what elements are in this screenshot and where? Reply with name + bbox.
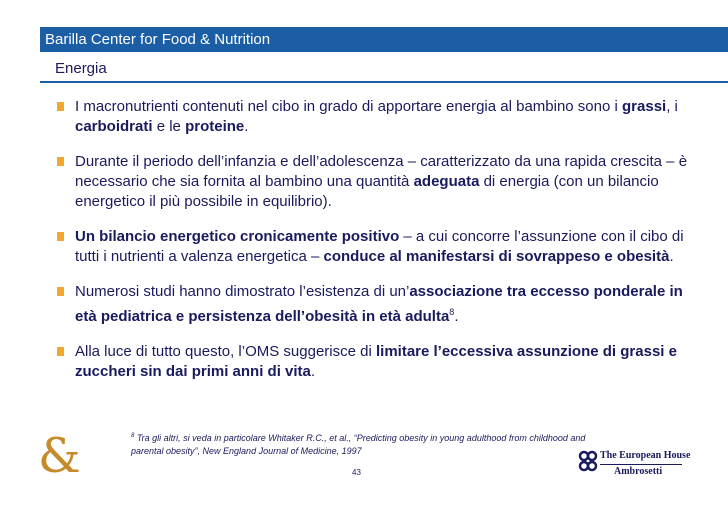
bullet-text: , i bbox=[666, 98, 678, 115]
bullet-marker-icon bbox=[57, 232, 64, 241]
bullet-text: I macronutrienti contenuti nel cibo in grado di apportare energia al bambino sono i bbox=[75, 98, 623, 115]
bullet-emphasis: associazione tra eccesso ponderale in età pediatrica e persistenza dell’obesità in età adulta bbox=[75, 283, 683, 325]
bullet-text: . bbox=[669, 248, 674, 265]
bullet-text: Numerosi studi hanno dimostrato l’esistenza di un’ bbox=[75, 283, 410, 300]
european-house-ambrosetti-logo bbox=[578, 448, 691, 480]
bullet-item bbox=[57, 227, 707, 267]
slide-subtitle: Energia bbox=[55, 60, 107, 77]
bullet-emphasis: proteine bbox=[185, 118, 245, 135]
bullet-item bbox=[57, 97, 707, 137]
bullet-text: di energia (con un bilancio energetico il più possibile in equilibrio). bbox=[75, 173, 659, 210]
footnote bbox=[131, 430, 601, 458]
header-bar bbox=[40, 27, 728, 52]
bullet-text: . bbox=[310, 363, 316, 380]
bullet-item bbox=[57, 152, 707, 212]
footnote-text: Tra gli altri, si veda in particolare Whitaker R.C., et al., “Predicting obesity in young adulthood from childhood and parental obesity”, New England Journal of Medicine, 1997 bbox=[131, 433, 586, 456]
bullet-text: e le bbox=[152, 118, 186, 135]
bullet-emphasis: adeguata bbox=[413, 173, 480, 190]
bullet-emphasis: conduce al manifestarsi di sovrappeso e obesità bbox=[323, 248, 670, 265]
bullet-list bbox=[57, 97, 707, 397]
bullet-emphasis: carboidrati bbox=[75, 118, 153, 135]
bullet-marker-icon bbox=[57, 157, 64, 166]
bullet-text: – a cui concorre l’assunzione con il cibo di tutti i nutrienti a valenza energetica – bbox=[75, 228, 684, 265]
header-divider bbox=[40, 81, 728, 83]
logo-line1: The European House bbox=[600, 450, 691, 461]
bullet-emphasis: Un bilancio energetico cronicamente positivo bbox=[75, 228, 400, 245]
bullet-marker-icon bbox=[57, 347, 64, 356]
footnote-ref: 8 bbox=[449, 307, 455, 317]
barilla-ampersand-logo: & bbox=[38, 428, 81, 484]
logo-divider bbox=[600, 464, 682, 465]
logo-mark-icon bbox=[578, 448, 598, 478]
bullet-marker-icon bbox=[57, 287, 64, 296]
page-number: 43 bbox=[352, 468, 361, 477]
bullet-text: Alla luce di tutto questo, l’OMS suggerisce di bbox=[75, 343, 376, 360]
header-title: Barilla Center for Food & Nutrition bbox=[45, 31, 271, 48]
logo-line2: Ambrosetti bbox=[614, 466, 663, 477]
bullet-marker-icon bbox=[57, 102, 64, 111]
bullet-emphasis: limitare l’eccessiva assunzione di grassi e zuccheri sin dai primi anni di vita bbox=[75, 343, 677, 380]
bullet-item bbox=[57, 282, 707, 327]
bullet-text: . bbox=[454, 308, 459, 325]
bullet-item bbox=[57, 342, 707, 382]
bullet-text: . bbox=[244, 118, 249, 135]
bullet-text: Durante il periodo dell’infanzia e dell’adolescenza – caratterizzato da una rapida crescita – è necessario che sia fornita al bambino una quantità bbox=[75, 153, 688, 190]
footnote-number: 8 bbox=[131, 433, 135, 439]
bullet-emphasis: grassi bbox=[622, 98, 667, 115]
